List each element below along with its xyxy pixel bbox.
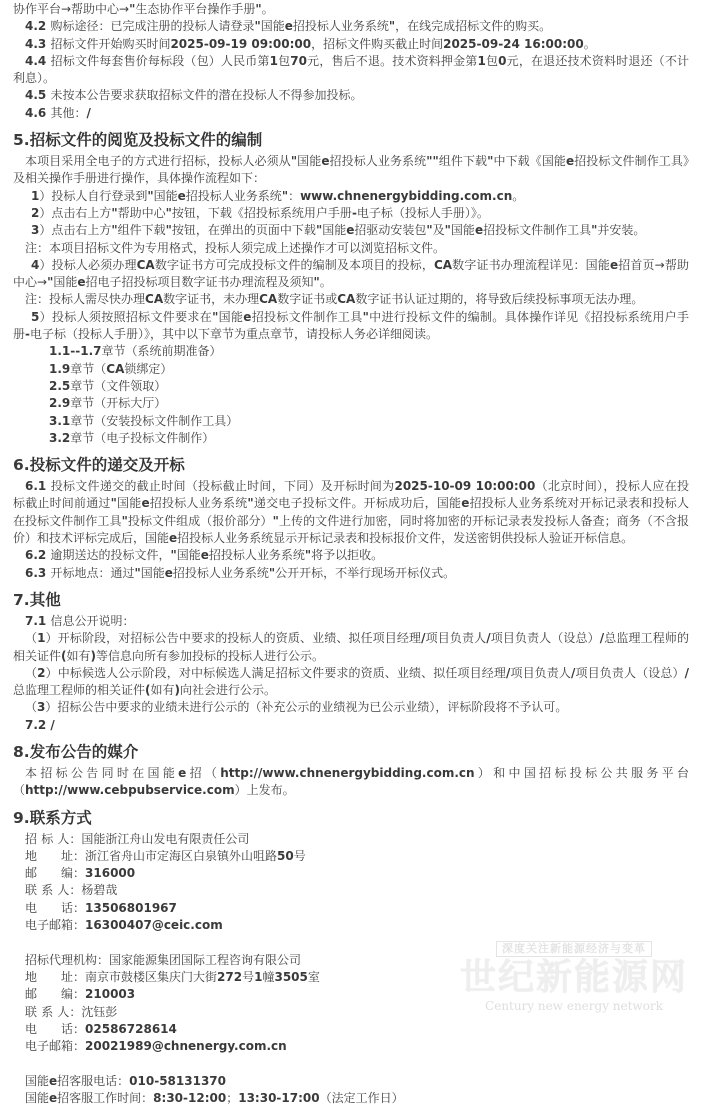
paragraph: 7.2 / <box>25 717 55 732</box>
paragraph: 3.1章节（安装投标文件制作工具） <box>49 413 239 428</box>
paragraph: 本招标公告同时在国能e招（http://www.chnenergybidding.com.cn）和中国招标投标公共服务平台（http://www.cebpubservice.com）上发布。 <box>13 765 689 798</box>
paragraph: 5）投标人须按照招标文件要求在"国能e招投标文件制作工具"中进行投标文件的编制。具体操作详见《招投标系统用户手册-电子标（投标人手册）》，其中以下章节为重点章节，请投标人务必详细阅读。 <box>13 309 689 342</box>
watermark-title: 世纪新能源网 <box>459 957 688 998</box>
section-heading: 5.招标文件的阅览及投标文件的编制 <box>13 131 263 150</box>
blank-line <box>13 1055 689 1072</box>
watermark-subtitle: Century new energy network <box>485 999 663 1013</box>
blank-line <box>13 934 689 951</box>
paragraph: 4.3 招标文件开始购买时间2025-09-19 09:00:00，招标文件购买截止时间2025-09-24 16:00:00。 <box>25 36 596 51</box>
paragraph: 协作平台→帮助中心→"生态协作平台操作手册"。 <box>13 2 274 16</box>
paragraph: 4.6 其他：/ <box>25 105 91 120</box>
paragraph: 6.1 投标文件递交的截止时间（投标截止时间，下同）及开标时间为2025-10-09 10:00:00（北京时间），投标人应在投标截止时间前通过"国能e招投标人业务系统"递交电子投标文件。开标成功后，国能e招投标人业务系统对开标记录表和投标人在投标文件制作工具"投标文件组成（报价部分）"上传的文件进行加密，同时将加密的开标记录表发投标人备查；商务（不含报价）和技术评标完成后，国能e招投标人业务系统显示开标记录表和投标报价文件，发送密钥供投标人验证开标信息。 <box>13 479 689 546</box>
section-heading: 9.联系方式 <box>13 808 92 827</box>
paragraph: 电 话：13506801967 <box>25 900 177 915</box>
paragraph: 4.4 招标文件每套售价每标段（包）人民币第1包70元，售后不退。技术资料押金第1包0元，在退还技术资料时退还（不计利息）。 <box>13 53 689 86</box>
paragraph: 电 话：02586728614 <box>25 1021 177 1036</box>
paragraph: 4.5 未按本公告要求获取招标文件的潜在投标人不得参加投标。 <box>25 88 363 103</box>
paragraph: 电子邮箱：16300407@ceic.com <box>25 918 223 933</box>
paragraph: 3.2章节（电子投标文件制作） <box>49 430 215 445</box>
paragraph: 地 址：浙江省舟山市定海区白泉镇外山咀路50号 <box>25 848 306 863</box>
section-heading: 8.发布公告的媒介 <box>13 742 139 761</box>
paragraph: 6.2 逾期送达的投标文件，"国能e招投标人业务系统"将予以拒收。 <box>25 548 384 563</box>
section-heading: 7.其他 <box>13 590 61 609</box>
paragraph: 联 系 人：杨碧哉 <box>25 883 118 898</box>
document-body <box>13 1 689 1107</box>
paragraph: （2）中标候选人公示阶段，对中标候选人满足招标文件要求的资质、业绩、拟任项目经理/项目负责人/项目负责人（设总）/总监理工程师的相关证件(如有)向社会进行公示。 <box>13 665 689 698</box>
paragraph: 联 系 人：沈钰彭 <box>25 1004 118 1019</box>
paragraph: 注：投标人需尽快办理CA数字证书，未办理CA数字证书或CA数字证书认证过期的，将导致后续投标事项无法办理。 <box>25 292 644 307</box>
paragraph: 本项目采用全电子的方式进行招标，投标人必须从"国能e招投标人业务系统""组件下载"中下载《国能e招投标文件制作工具》及相关操作手册进行操作，具体操作流程如下： <box>13 154 689 186</box>
paragraph: 注：本项目招标文件为专用格式，投标人须完成上述操作才可以浏览招标文件。 <box>25 240 446 255</box>
paragraph: 2）点击右上方"帮助中心"按钮，下载《招投标系统用户手册-电子标（投标人手册）》。 <box>31 205 489 220</box>
paragraph: 邮 编：316000 <box>25 866 136 881</box>
paragraph: （1）开标阶段，对招标公告中要求的投标人的资质、业绩、拟任项目经理/项目负责人/项目负责人（设总）/总监理工程师的相关证件(如有)等信息向所有参加投标的投标人进行公示。 <box>13 631 689 663</box>
paragraph: 2.9章节（开标大厅） <box>49 396 167 411</box>
paragraph: 6.3 开标地点：通过"国能e招投标人业务系统"公开开标，不举行现场开标仪式。 <box>25 565 456 580</box>
paragraph: 4.2 购标途径：已完成注册的投标人请登录"国能e招投标人业务系统"，在线完成招标文件的购买。 <box>25 19 552 34</box>
paragraph: 1.1--1.7章节（系统前期准备） <box>49 344 222 359</box>
paragraph: 1）投标人自行登录到"国能e招投标人业务系统"：www.chnenergybidding.com.cn。 <box>31 188 525 203</box>
section-heading: 6.投标文件的递交及开标 <box>13 456 185 475</box>
paragraph: 4）投标人必须办理CA数字证书方可完成投标文件的编制及本项目的投标，CA数字证书办理流程详见：国能e招首页→帮助中心→"国能e招电子招投标项目数字证书办理流程及须知"。 <box>13 257 689 290</box>
paragraph: 国能e招客服电话：010-58131370 <box>25 1073 226 1088</box>
paragraph: 1.9章节（CA锁绑定） <box>49 361 173 376</box>
paragraph: 国能e招客服工作时间：8:30-12:00；13:30-17:00（法定工作日） <box>25 1091 404 1106</box>
paragraph: 2.5章节（文件领取） <box>49 378 167 393</box>
paragraph: 地 址：南京市鼓楼区集庆门大街272号1幢3505室 <box>25 969 320 984</box>
paragraph: （3）招标公告中要求的业绩未进行公示的（补充公示的业绩视为已公示业绩），评标阶段将不予认可。 <box>25 700 568 715</box>
paragraph: 3）点击右上方"组件下载"按钮，在弹出的页面中下载"国能e招驱动安装包"及"国能e招投标文件制作工具"并安装。 <box>31 223 646 238</box>
paragraph: 邮 编：210003 <box>25 987 136 1002</box>
paragraph: 招 标 人：国能浙江舟山发电有限责任公司 <box>25 831 250 846</box>
paragraph: 电子邮箱：20021989@chnenergy.com.cn <box>25 1039 287 1054</box>
paragraph: 7.1 信息公开说明： <box>25 613 135 628</box>
paragraph: 招标代理机构：国家能源集团国际工程咨询有限公司 <box>25 952 302 967</box>
watermark-tagline: 深度关注新能源经济与变革 <box>496 941 652 957</box>
